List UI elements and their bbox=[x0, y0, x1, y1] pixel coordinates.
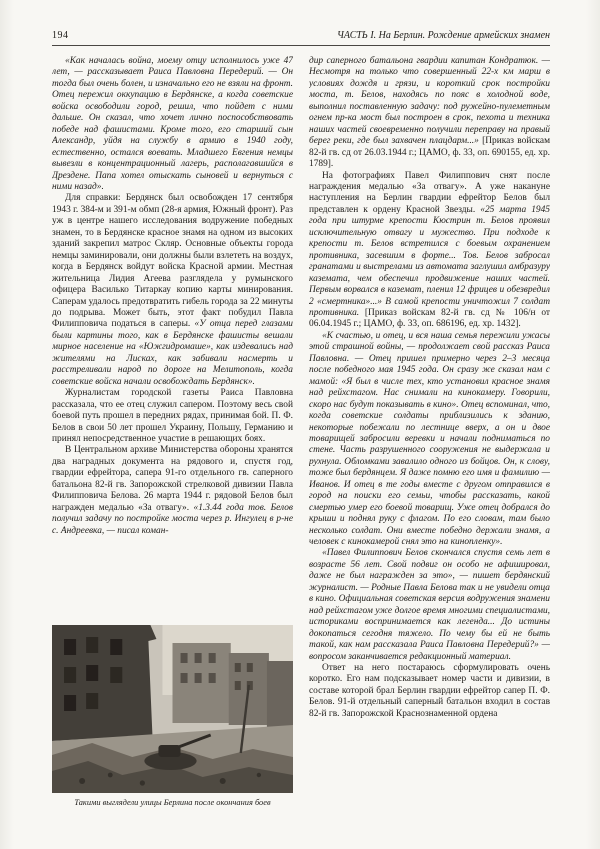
berlin-street-photo bbox=[52, 625, 293, 793]
chapter-running-title: ЧАСТЬ I. На Берлин. Рождение армейских знамен bbox=[336, 30, 550, 41]
paragraph: Журналистам городской газеты Раиса Павловна рассказала, что ее отец служил сапером. Поэтому весь свой боевой путь прошел в передних рядах, принимая бой. П. Ф. Белов в свои 50 лет прошел Украину, Польшу, Германию и принял непосредственное участие в решающих боях. bbox=[52, 388, 293, 444]
page-number: 194 bbox=[52, 30, 69, 41]
left-column-text bbox=[52, 56, 293, 537]
photo-caption: Такими выглядели улицы Берлина после окончания боев bbox=[74, 798, 271, 807]
paragraph: «К счастью, и отец, и вся наша семья пережили ужасы этой страшной войны, — продолжает свой рассказ Раиса Павловна. — Отец пришел примерно через 2–3 месяца после победного мая 1945 года. Он сразу же сказал нам с мамой: «Я был в числе тех, кто установил красное знамя над рейхстагом. Нас снимали на кинокамеру. Говорили, скоро нас будут показывать в кино». Отец вспоминал, что, когда советские солдаты приблизились к зданию, некоторые побежали по лестнице вверх, а он и двое товарищей забросили веревки и начали подниматься по стене. Часть разрушенного сооружения не выдержала и рухнула. Обломками завалило одного из бойцов. Он, к слову, тоже был бердянцем. Я даже помню его имя и фамилию — Иванов. И отец в те годы вместе с другом отправился в город на поиски его семьи, чтобы рассказать, какой смертью умер его боевой товарищ. Уже отец добрался до крыши и поднял руку с флагом. По его словам, там было несколько солдат. Они вместе победно держали знамя, а человек с кинокамерой снял это на кинопленку». bbox=[309, 330, 550, 548]
two-column-text-block bbox=[52, 56, 550, 808]
paragraph: Для справки: Бердянск был освобожден 17 сентября 1943 г. 384-м и 391-м обмп (28-я армия, Южный фронт). Раз уж в центре нашего исследования водружение победных знамен, то в Бердянске красное знамя на одном из высоких зданий закрепил матрос Скляр. Основные объекты города немцы заминировали, они должны были взлететь на воздух, когда в Бердянск войдут войска Красной армии. Местная жительница Лидия Агеева разглядела у румынского офицера Василько Титаркау копию карты минирования. Саперам удалось предотвратить гибель города за 22 минуты до подрыва. Может быть, этот факт побудил Павла Филипповича податься в саперы. «У отца перед глазами были картины того, как в Бердянске фашисты вешали мирное население на «Южгидромаше», как издевались над жителями на Лисках, как забивали насмерть и расстреливали народ по дороге на Мелитополь, когда советские войска начали освобождать Бердянск». bbox=[52, 193, 293, 387]
right-column bbox=[309, 56, 550, 808]
photo-figure bbox=[52, 617, 293, 808]
paragraph: «Как началась война, моему отцу исполнилось уже 47 лет, — рассказывает Раиса Павловна Передерий. — Он тогда был очень болен, и изначально его не взяли на фронт. Отец пережил оккупацию в Бердянске, а когда советские войска освободили город, решил, что пойдет с ними дальше. Он сказал, что хочет лично поспособствовать победе над фашистами. Кроме того, его старший сын Александр, уйдя на службу в армию в 1940 году, естественно, остался воевать. Младшего Евгения немцы вывезли в концентрационный лагерь, располагавшийся в Дрездене. Папа хотел отыскать сыновей и вернуться с ними назад». bbox=[52, 56, 293, 192]
right-column-text bbox=[309, 56, 550, 720]
left-column bbox=[52, 56, 293, 808]
paragraph: Ответ на него постараюсь сформулировать очень коротко. Его нам подсказывает номер части и дивизии, в составе которой брал Берлин гвардии ефрейтор сапер П. Ф. Белов. 91-й отдельный саперный батальон входил в состав 82-й гв. Запорожской Краснознаменной ордена bbox=[309, 663, 550, 719]
paragraph: «Павел Филиппович Белов скончался спустя семь лет в возрасте 56 лет. Свой подвиг он особо не афишировал, даже не был награжден за это», — пишет бердянский журналист. — Родные Павла Белова так и не увидели отца в кино. Официальная советская версия водружения знамени над рейхстагом уже долгое время многими специалистами, историками воспринимается как легенда... До истины докопаться сегодня тяжело. По чему бы ей не быть такой, как нам рассказала Раиса Павловна Передерий?» — вопросом заканчивается редакционный материал. bbox=[309, 548, 550, 662]
running-head bbox=[52, 30, 550, 46]
paragraph: В Центральном архиве Министерства обороны хранятся два наградных документа на рядового и, спустя год, гвардии ефрейтора, сапера 91-го отдельного гв. саперного батальона 82-й гв. Запорожской стрелковой дивизии Павла Филипповича Белова. 26 марта 1944 г. рядовой Белов был награжден медалью «За отвагу». «1.3.44 года тов. Белов получил задачу по постройке моста через р. Ингулец в р-не с. Андреевка, — писал коман- bbox=[52, 445, 293, 536]
paragraph: На фотографиях Павел Филиппович снят после награждения медалью «За отвагу». А уже накануне наступления на Берлин гвардии ефрейтор Белов был представлен к ордену Красной Звезды. «25 марта 1945 года при штурме крепости Кюстрин т. Белов проявил исключительную отвагу и мужество. При подходе к крепости т. Белов встретился с боевым охранением противника, засевшим в форте... Тов. Белов забросал гранатами и выстрелами из автомата заглушил амбразуру каземата, чем обеспечил продвижение наших частей. Первым ворвался в каземат, пленил 12 фрицев и обезвредил 2 «смертника»...» В самой крепости уничтожил 7 солдат противника. [Приказ войскам 82-й гв. сд № 106/н от 06.04.1945 г.; ЦАМО, ф. 33, оп. 686196, ед. хр. 1432]. bbox=[309, 170, 550, 330]
paragraph: дир саперного батальона гвардии капитан Кондратюк. — Несмотря на только что совершенный 22-х км марш в условиях дождя и грязи, и короткий срок постройки моста, т. Белов, находясь по пояс в холодной воде, выполнил поставленную задачу: под ружейно-пулеметным огнем пр-ка мост был построен в срок, пехота и техника наших частей своевременно получили переправу на правый берег реки, где был захвачен плацдарм...» [Приказ войскам 82-й гв. сд от 26.03.1944 г.; ЦАМО, ф. 33, оп. 690155, ед. хр. 1789]. bbox=[309, 56, 550, 170]
